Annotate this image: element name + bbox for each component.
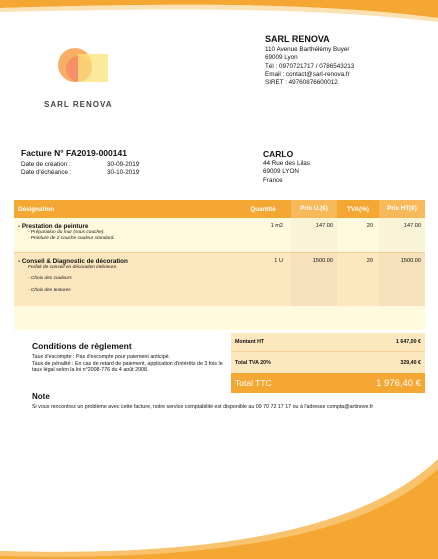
- penalite-text: Taux de pénalité : En cas de retard de paiement, application d'intérêts de 3 fois le taux légal selon la loi n°2008-776 du 4 août 2008.: [32, 360, 223, 374]
- header-price-ht: Prix HT(€): [379, 200, 425, 218]
- invoice-dates: [21, 161, 139, 178]
- escompte-text: Taux d'escompte : Pas d'escompte pour paiement anticipé.: [32, 354, 171, 360]
- top-decorative-swoosh: [0, 0, 438, 30]
- company-siret: SIRET : 49760876600012: [265, 79, 338, 87]
- item-line: - Préparation du mur (sous couche).: [28, 230, 105, 235]
- row-unit-price: 147.00: [291, 218, 337, 252]
- table-spacer-row: [14, 306, 425, 330]
- item-title: - Conseil & Diagnostic de décoration: [18, 258, 128, 265]
- creation-date-label: Date de création :: [21, 161, 71, 168]
- total-ttc-value: 1 976,40 €: [376, 377, 421, 389]
- total-ht-row: [231, 333, 425, 351]
- note-text: Si vous rencontrez un problème avec cette facture, notre service comptabilité est disponible au 09 70 72 17 17 ou à l'adresse compta@artinove.fr: [32, 404, 374, 410]
- row-tva: 20: [366, 258, 373, 264]
- bottom-decorative-swoosh: [0, 459, 438, 559]
- header-quantity: Quantité: [250, 205, 276, 213]
- client-city: 69009 LYON: [263, 168, 299, 176]
- client-info: [263, 148, 310, 185]
- company-info: [265, 33, 354, 87]
- company-address: 110 Avenue Barthélémy Buyer: [265, 46, 350, 53]
- invoice-table: [14, 200, 425, 330]
- total-ttc-row: [231, 373, 425, 393]
- table-header: [14, 200, 425, 218]
- total-tva-row: [231, 351, 425, 373]
- item-line: - Peinture de 2 couche couleur standard.: [28, 236, 115, 242]
- total-ht-label: Montant HT: [235, 339, 265, 345]
- conditions-title: Conditions de règlement: [32, 341, 132, 351]
- header-unit-price: Prix U.(€): [291, 200, 337, 218]
- client-address: 44 Rue des Lilas: [263, 160, 310, 167]
- logo-name: SARL RENOVA: [44, 100, 113, 109]
- row-unit-price: 1500.00: [291, 253, 337, 306]
- company-logo: [56, 48, 110, 90]
- header-designation: Désignation: [18, 205, 55, 213]
- item-title: - Prestation de peinture: [18, 223, 89, 230]
- row-price-ht: 147.00: [379, 218, 425, 252]
- company-email: Email : contact@sarl-renova.fr: [265, 70, 350, 78]
- company-phone: Tél : 0970721717 / 0786543213: [265, 62, 355, 70]
- total-tva-label: Total TVA 20%: [235, 359, 271, 366]
- row-designation: [14, 253, 235, 306]
- company-city: 69009 Lyon: [265, 54, 298, 62]
- due-date-label: Date d'échéance :: [21, 169, 72, 177]
- header-tva: TVA(%): [347, 205, 369, 213]
- totals-box: [231, 333, 425, 393]
- row-quantity: 1 m2: [270, 223, 283, 229]
- item-line: - Choix des couleurs: [28, 276, 72, 282]
- table-row: [14, 218, 425, 252]
- note-title: Note: [32, 392, 50, 401]
- row-price-ht: 1500.00: [379, 253, 425, 306]
- total-ttc-label: Total TTC: [235, 378, 272, 388]
- client-name: CARLO: [263, 149, 294, 159]
- row-quantity: 1 U: [274, 258, 283, 264]
- row-tva: 20: [366, 223, 373, 229]
- client-country: France: [263, 176, 283, 184]
- total-tva-value: 329,40 €: [400, 359, 421, 366]
- conditions-text: [32, 354, 228, 374]
- item-line: Forfait de conseil en décoration intérieure.: [28, 265, 118, 270]
- invoice-title: Facture N° FA2019-000141: [21, 148, 127, 158]
- due-date-value: 30-10-2019: [107, 169, 140, 177]
- table-row: [14, 252, 425, 306]
- total-ht-value: 1 647,00 €: [395, 339, 421, 345]
- row-designation: [14, 218, 235, 252]
- item-line: - Choix des textures: [28, 287, 71, 293]
- company-name: SARL RENOVA: [265, 34, 330, 44]
- creation-date-value: 30-09-2019: [107, 161, 140, 168]
